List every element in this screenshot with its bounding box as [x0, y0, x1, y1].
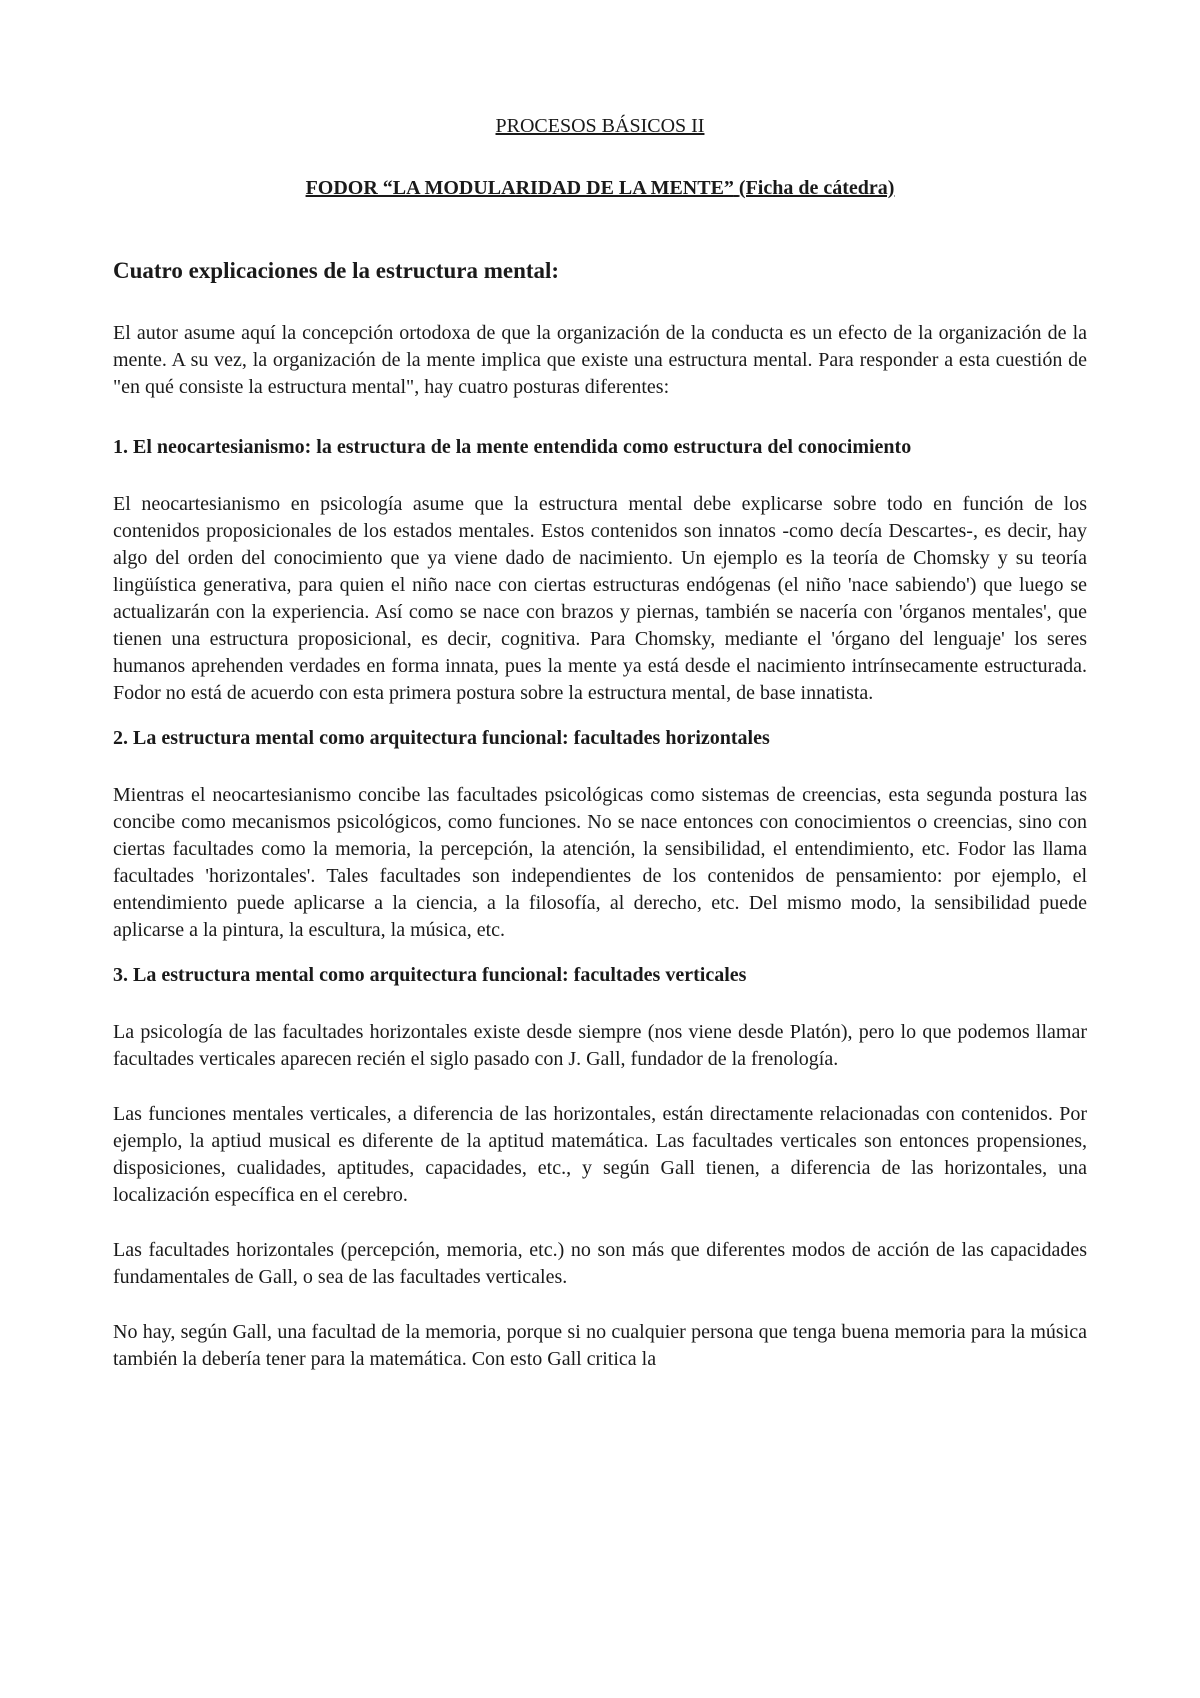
subtitle-note: (Ficha de cátedra)	[738, 177, 895, 199]
paragraph-facultades-horizontales: Mientras el neocartesianismo concibe las facultades psicológicas como sistemas de creencias, esta segunda postura las concibe como mecanismos psicológicos, como funciones. No se nace entonces con conocimientos o creencias, sino con ciertas facultades como la memoria, la percepción, la atención, la sensibilidad, el entendimiento, etc. Fodor las llama facultades 'horizontales'. Tales facultades son independientes de los contenidos de pensamiento: por ejemplo, el entendimiento puede aplicarse a la ciencia, a la filosofía, al derecho, etc. Del mismo modo, la sensibilidad puede aplicarse a la pintura, la escultura, la música, etc.	[113, 784, 1087, 941]
paragraph-verticales-3: Las facultades horizontales (percepción, memoria, etc.) no son más que diferentes modos de acción de las capacidades fundamentales de Gall, o sea de las facultades verticales.	[113, 1239, 1087, 1288]
heading-facultades-horizontales: 2. La estructura mental como arquitectura funcional: facultades horizontales	[113, 727, 770, 749]
heading-neocartesianismo: 1. El neocartesianismo: la estructura de la mente entendida como estructura del conocimiento	[113, 436, 912, 458]
paragraph-neocartesianismo: El neocartesianismo en psicología asume que la estructura mental debe explicarse sobre todo en función de los contenidos proposicionales de los estados mentales. Estos contenidos son innatos -como decía Descartes-, es decir, hay algo del orden del conocimiento que ya viene dado de nacimiento. Un ejemplo es la teoría de Chomsky y su teoría lingüística generativa, para quien el niño nace con ciertas estructuras endógenas (el niño 'nace sabiendo') que luego se actualizarán con la experiencia. Así como se nace con brazos y piernas, también se nacería con 'órganos mentales', que tienen una estructura proposicional, es decir, cognitiva. Para Chomsky, mediante el 'órgano del lenguaje' los seres humanos aprehenden verdades en forma innata, pues la mente ya está desde el nacimiento intrínsecamente estructurada. Fodor no está de acuerdo con esta primera postura sobre la estructura mental, de base innatista.	[113, 493, 1087, 704]
paragraph-verticales-4: No hay, según Gall, una facultad de la memoria, porque si no cualquier persona que tenga buena memoria para la música también la debería tener para la matemática. Con esto Gall critica la	[113, 1321, 1087, 1370]
section-heading: Cuatro explicaciones de la estructura mental:	[113, 258, 560, 283]
document-subtitle	[113, 174, 1087, 202]
subtitle-main: FODOR “LA MODULARIDAD DE LA MENTE”	[305, 177, 734, 199]
heading-facultades-verticales: 3. La estructura mental como arquitectura funcional: facultades verticales	[113, 964, 747, 986]
document-title: PROCESOS BÁSICOS II	[495, 115, 705, 137]
intro-paragraph: El autor asume aquí la concepción ortodoxa de que la organización de la conducta es un efecto de la organización de la mente. A su vez, la organización de la mente implica que existe una estructura mental. Para responder a esta cuestión de "en qué consiste la estructura mental", hay cuatro posturas diferentes:	[113, 322, 1087, 398]
paragraph-verticales-1: La psicología de las facultades horizontales existe desde siempre (nos viene desde Platón), pero lo que podemos llamar facultades verticales aparecen recién el siglo pasado con J. Gall, fundador de la frenología.	[113, 1021, 1087, 1070]
paragraph-verticales-2: Las funciones mentales verticales, a diferencia de las horizontales, están directamente relacionadas con contenidos. Por ejemplo, la aptiud musical es diferente de la aptitud matemática. Las facultades verticales son entonces propensiones, disposiciones, cualidades, aptitudes, capacidades, etc., y según Gall tienen, a diferencia de las horizontales, una localización específica en el cerebro.	[113, 1103, 1087, 1206]
